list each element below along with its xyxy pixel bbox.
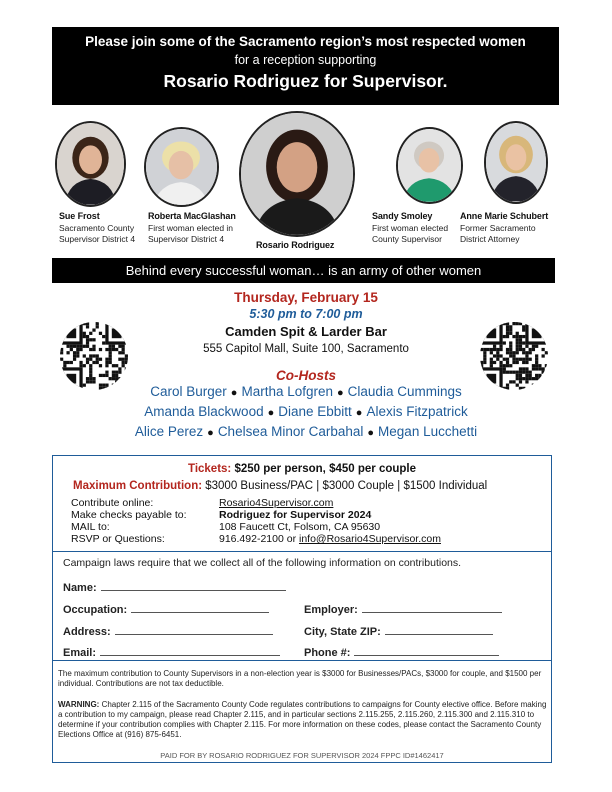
address-field: Address: [63,624,273,638]
bullet-icon: ● [230,387,238,399]
name-sandy-smoley: Sandy Smoley [372,211,433,221]
bullet-icon: ● [337,387,344,399]
address-input-line[interactable] [115,624,273,635]
employer-input-line[interactable] [362,602,502,613]
portrait-rosario-rodriguez [239,111,355,237]
cohost-name: Amanda Blackwood [144,404,264,419]
rsvp-email-link[interactable]: info@Rosario4Supervisor.com [298,533,441,545]
cohost-name: Alice Perez [134,424,204,439]
warning-note [58,700,548,740]
portrait-sandy-smoley [396,127,463,204]
invitation-header [52,27,559,105]
event-address: 555 Capitol Mall, Suite 100, Sacramento [203,343,409,355]
website-link[interactable]: Rosario4Supervisor.com [219,497,334,509]
divider [53,660,551,661]
max-contribution-value: $3000 Business/PAC | $3000 Couple | $1500 Individual [205,480,488,492]
occupation-input-line[interactable] [131,602,269,613]
header-line-2: for a reception supporting [234,53,377,67]
desc-anne-marie-schubert: Former Sacramento District Attorney [460,223,536,244]
header-line-1: Please join some of the Sacramento region’s most respected women [85,34,526,49]
cohosts-row-1 [0,384,612,399]
email-field: Email: [63,645,280,659]
contribution-box [52,455,552,763]
checks-payable-row: Make checks payable to: Rodriguez for Supervisor 2024 [71,509,372,521]
warning-text: Chapter 2.115 of the Sacramento County Code regulates contributions to campaigns for County elective office. Before making a contribution to my campaign, please read Chapter 2.115, and in particular sections 2.115.255, 2.115.260, 2.115.300 and 2.115.310 to determine if your contribution complies with Chapter 2.115. For more information on these codes, please contact the Sacramento County Elections Office at (916) 875-6451. [58,700,547,739]
warning-label: WARNING: [58,700,100,709]
rsvp-row: RSVP or Questions: 916.492-2100 or info@Rosario4Supervisor.com [71,533,441,545]
mail-to-row: MAIL to: 108 Faucett Ct, Folsom, CA 95630 [71,521,381,533]
mailing-address: 108 Faucett Ct, Folsom, CA 95630 [219,521,381,533]
max-contribution-line [73,480,487,492]
tickets-line [53,463,551,475]
event-venue: Camden Spit & Larder Bar [225,324,387,339]
name-input-line[interactable] [101,580,286,591]
name-sue-frost: Sue Frost [59,211,100,221]
bullet-icon: ● [267,407,275,419]
header-line-3: Rosario Rodriguez for Supervisor. [163,71,448,91]
cohost-name: Claudia Cummings [347,384,462,399]
cohosts-row-3 [0,424,612,439]
cohost-name: Carol Burger [150,384,227,399]
cohost-name: Martha Lofgren [241,384,334,399]
email-input-line[interactable] [100,645,280,656]
phone-field: Phone #: [304,645,499,659]
desc-sue-frost: Sacramento County Supervisor District 4 [59,223,136,244]
phone-input-line[interactable] [354,645,499,656]
occupation-field: Occupation: [63,602,269,616]
divider [53,551,551,552]
max-contribution-note: The maximum contribution to County Supervisors in a non-election year is $3000 for Businesses/PACs, $3000 for couple, and $1500 per individual. Contributions are not tax deductible. [58,669,542,688]
portrait-anne-marie-schubert [484,121,548,204]
contribute-online-row: Contribute online: Rosario4Supervisor.com [71,497,334,509]
name-roberta-macglashan: Roberta MacGlashan [148,211,236,221]
desc-sandy-smoley: First woman elected County Supervisor [372,223,449,244]
cohosts-row-2 [0,404,612,419]
city-state-zip-field: City, State ZIP: [304,624,493,638]
rsvp-phone: 916.492-2100 or [219,533,299,545]
tagline-banner: Behind every successful woman… is an army of other women [52,258,555,283]
cohost-name: Chelsea Minor Carbahal [217,424,364,439]
bullet-icon: ● [207,427,214,439]
campaign-law-note: Campaign laws require that we collect all of the following information on contributions. [63,557,462,569]
bullet-icon: ● [355,407,363,419]
cohost-name: Alexis Fitzpatrick [366,404,468,419]
city-state-zip-input-line[interactable] [385,624,493,635]
name-field: Name: [63,580,286,594]
event-date: Thursday, February 15 [234,290,378,305]
name-anne-marie-schubert: Anne Marie Schubert [460,211,549,221]
paid-for-disclaimer: PAID FOR BY ROSARIO RODRIGUEZ FOR SUPERVISOR 2024 FPPC ID#1462417 [160,751,444,760]
portrait-sue-frost [55,121,126,207]
cohosts-title: Co-Hosts [276,368,336,383]
cohost-name: Diane Ebbitt [278,404,352,419]
employer-field: Employer: [304,602,502,616]
bullet-icon: ● [367,427,375,439]
max-contribution-label: Maximum Contribution: [73,480,203,492]
tickets-value: $250 per person, $450 per couple [234,463,416,475]
payee-name: Rodriguez for Supervisor 2024 [219,509,372,521]
tickets-label: Tickets: [188,463,232,475]
desc-roberta-macglashan: First woman elected in Supervisor District 4 [148,223,234,244]
cohost-name: Megan Lucchetti [378,424,478,439]
name-rosario-rodriguez: Rosario Rodriguez [256,240,335,250]
portrait-roberta-macglashan [144,127,219,207]
event-time: 5:30 pm to 7:00 pm [249,307,363,321]
